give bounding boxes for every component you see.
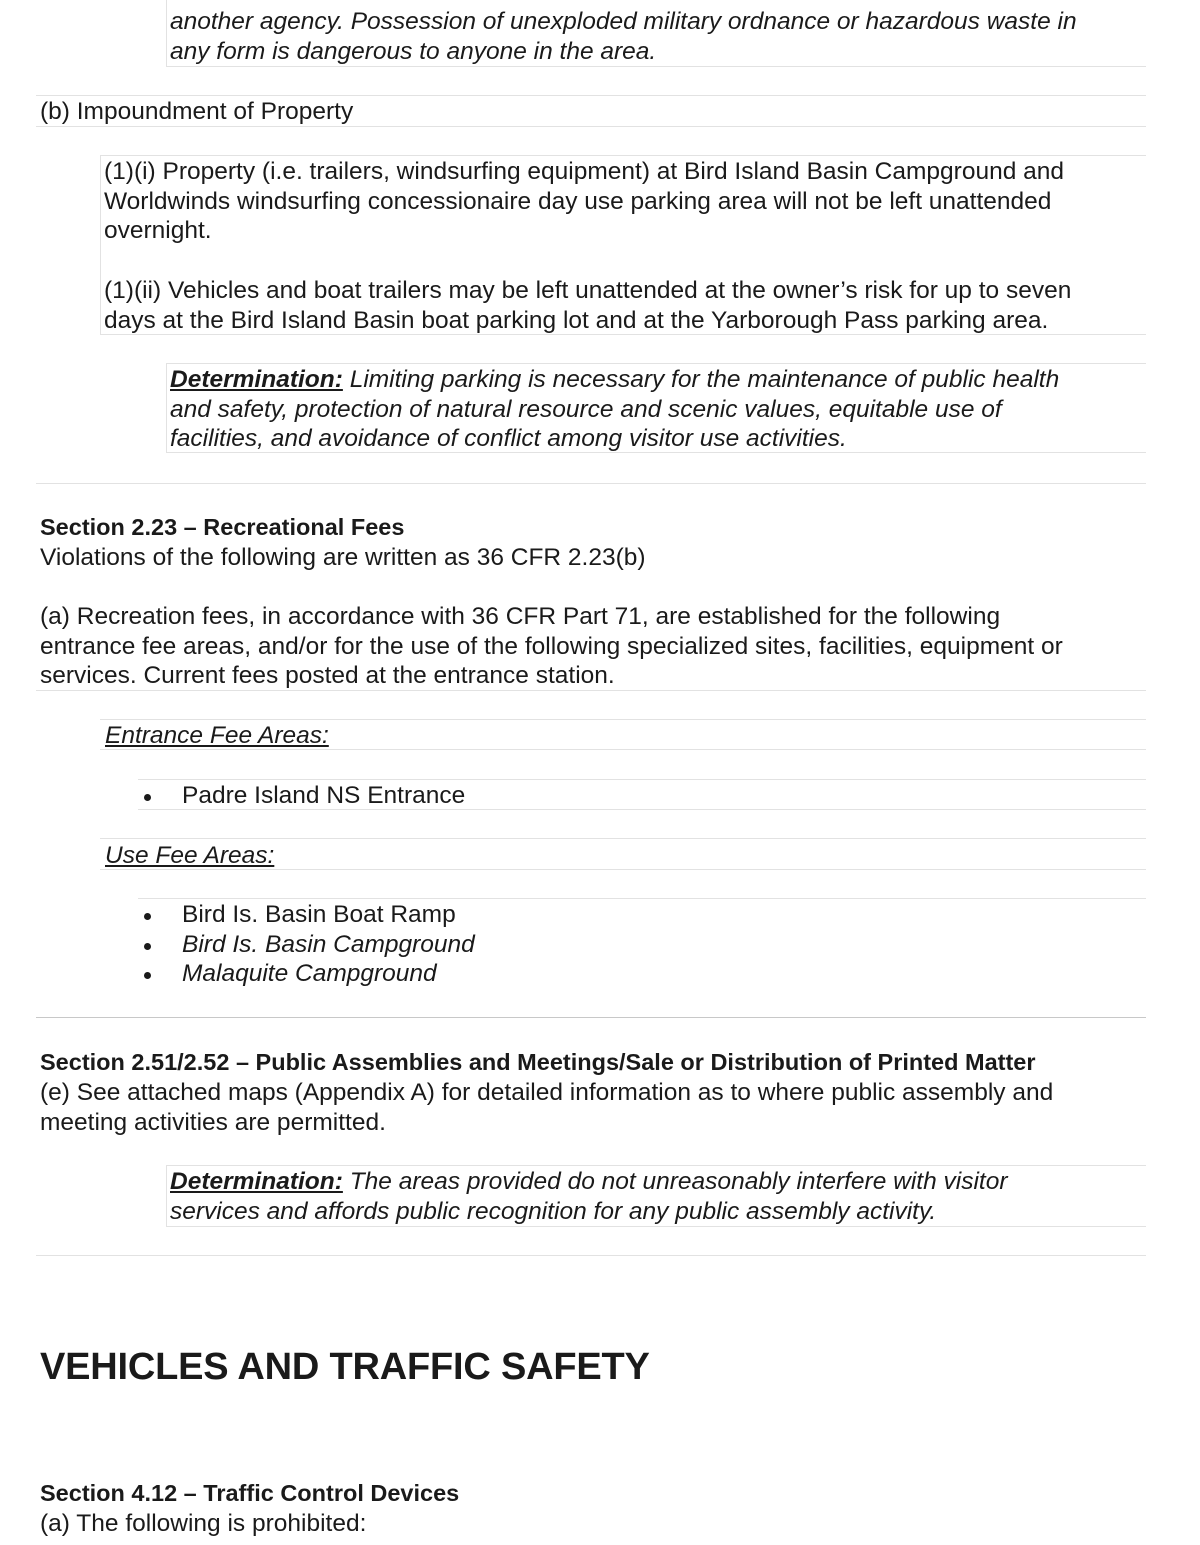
fees-a-line-1: (a) Recreation fees, in accordance with 36 CFR Part 71, are established for the following: [40, 603, 1001, 630]
determination-text: The areas provided do not unreasonably interfere with visitor: [342, 1168, 1008, 1195]
divider: [100, 334, 1146, 335]
fees-a-line-2: entrance fee areas, and/or for the use of the following specialized sites, facilities, equipment or: [40, 633, 1063, 660]
divider: [166, 452, 1146, 453]
determination-parking-line-3: facilities, and avoidance of conflict among visitor use activities.: [170, 425, 847, 452]
impoundment-heading: (b) Impoundment of Property: [40, 98, 354, 125]
entrance-fee-areas-label: Entrance Fee Areas:: [105, 722, 329, 749]
use-fee-areas-label: Use Fee Areas:: [105, 842, 275, 869]
list-item: Bird Is. Basin Campground: [182, 931, 475, 958]
divider: [36, 95, 1146, 96]
divider: [166, 1165, 1146, 1166]
determination-assemblies-line-2: services and affords public recognition for any public assembly activity.: [170, 1198, 937, 1225]
top-paragraph-line-2: any form is dangerous to anyone in the area.: [170, 38, 657, 65]
impoundment-p1-line-1: (1)(i) Property (i.e. trailers, windsurfing equipment) at Bird Island Basin Campground and: [104, 158, 1065, 185]
impoundment-p2-line-1: (1)(ii) Vehicles and boat trailers may be left unattended at the owner’s risk for up to seven: [104, 277, 1072, 304]
determination-label: Determination:: [170, 366, 343, 393]
determination-assemblies-line-1: [170, 1167, 1007, 1197]
block-border: [166, 1165, 167, 1226]
determination-parking-line-2: and safety, protection of natural resource and scenic values, equitable use of: [170, 396, 1002, 423]
block-border: [166, 0, 167, 66]
section-divider: [36, 1017, 1146, 1018]
determination-text: Limiting parking is necessary for the maintenance of public health: [342, 366, 1060, 393]
fees-a-line-3: services. Current fees posted at the entrance station.: [40, 662, 615, 689]
divider: [36, 483, 1146, 484]
fees-violations-note: Violations of the following are written as 36 CFR 2.23(b): [40, 544, 646, 571]
impoundment-p1-line-2: Worldwinds windsurfing concessionaire day use parking area will not be left unattended: [104, 188, 1052, 215]
list-bullet: [144, 943, 151, 950]
divider: [100, 155, 1146, 156]
list-item: Malaquite Campground: [182, 960, 437, 987]
list-item: Padre Island NS Entrance: [182, 782, 466, 809]
section-2-23-heading: Section 2.23 – Recreational Fees: [40, 514, 405, 540]
divider: [36, 690, 1146, 691]
divider: [36, 126, 1146, 127]
divider: [100, 749, 1146, 750]
list-bullet: [144, 972, 151, 979]
divider: [100, 869, 1146, 870]
divider: [36, 1255, 1146, 1256]
impoundment-p1-line-3: overnight.: [104, 217, 212, 244]
list-bullet: [144, 913, 151, 920]
vehicles-heading: VEHICLES AND TRAFFIC SAFETY: [40, 1346, 650, 1388]
determination-label: Determination:: [170, 1168, 343, 1195]
impoundment-p2-line-2: days at the Bird Island Basin boat parking lot and at the Yarborough Pass parking area.: [104, 307, 1049, 334]
assemblies-e-line-1: (e) See attached maps (Appendix A) for detailed information as to where public assembly and: [40, 1079, 1054, 1106]
divider: [138, 779, 1146, 780]
divider: [138, 898, 1146, 899]
divider: [100, 838, 1146, 839]
assemblies-e-line-2: meeting activities are permitted.: [40, 1109, 386, 1136]
determination-parking-line-1: [170, 365, 1059, 395]
divider: [100, 719, 1146, 720]
block-border: [166, 363, 167, 453]
block-border: [100, 155, 101, 335]
traffic-a-line: (a) The following is prohibited:: [40, 1510, 367, 1537]
divider: [166, 1226, 1146, 1227]
list-bullet: [144, 794, 151, 801]
section-2-51-heading: Section 2.51/2.52 – Public Assemblies and Meetings/Sale or Distribution of Printed Matter: [40, 1049, 1036, 1075]
divider: [138, 809, 1146, 810]
list-item: Bird Is. Basin Boat Ramp: [182, 901, 456, 928]
divider: [166, 66, 1146, 67]
top-paragraph-line-1: another agency. Possession of unexploded military ordnance or hazardous waste in: [170, 8, 1077, 35]
section-4-12-heading: Section 4.12 – Traffic Control Devices: [40, 1480, 460, 1506]
divider: [166, 363, 1146, 364]
